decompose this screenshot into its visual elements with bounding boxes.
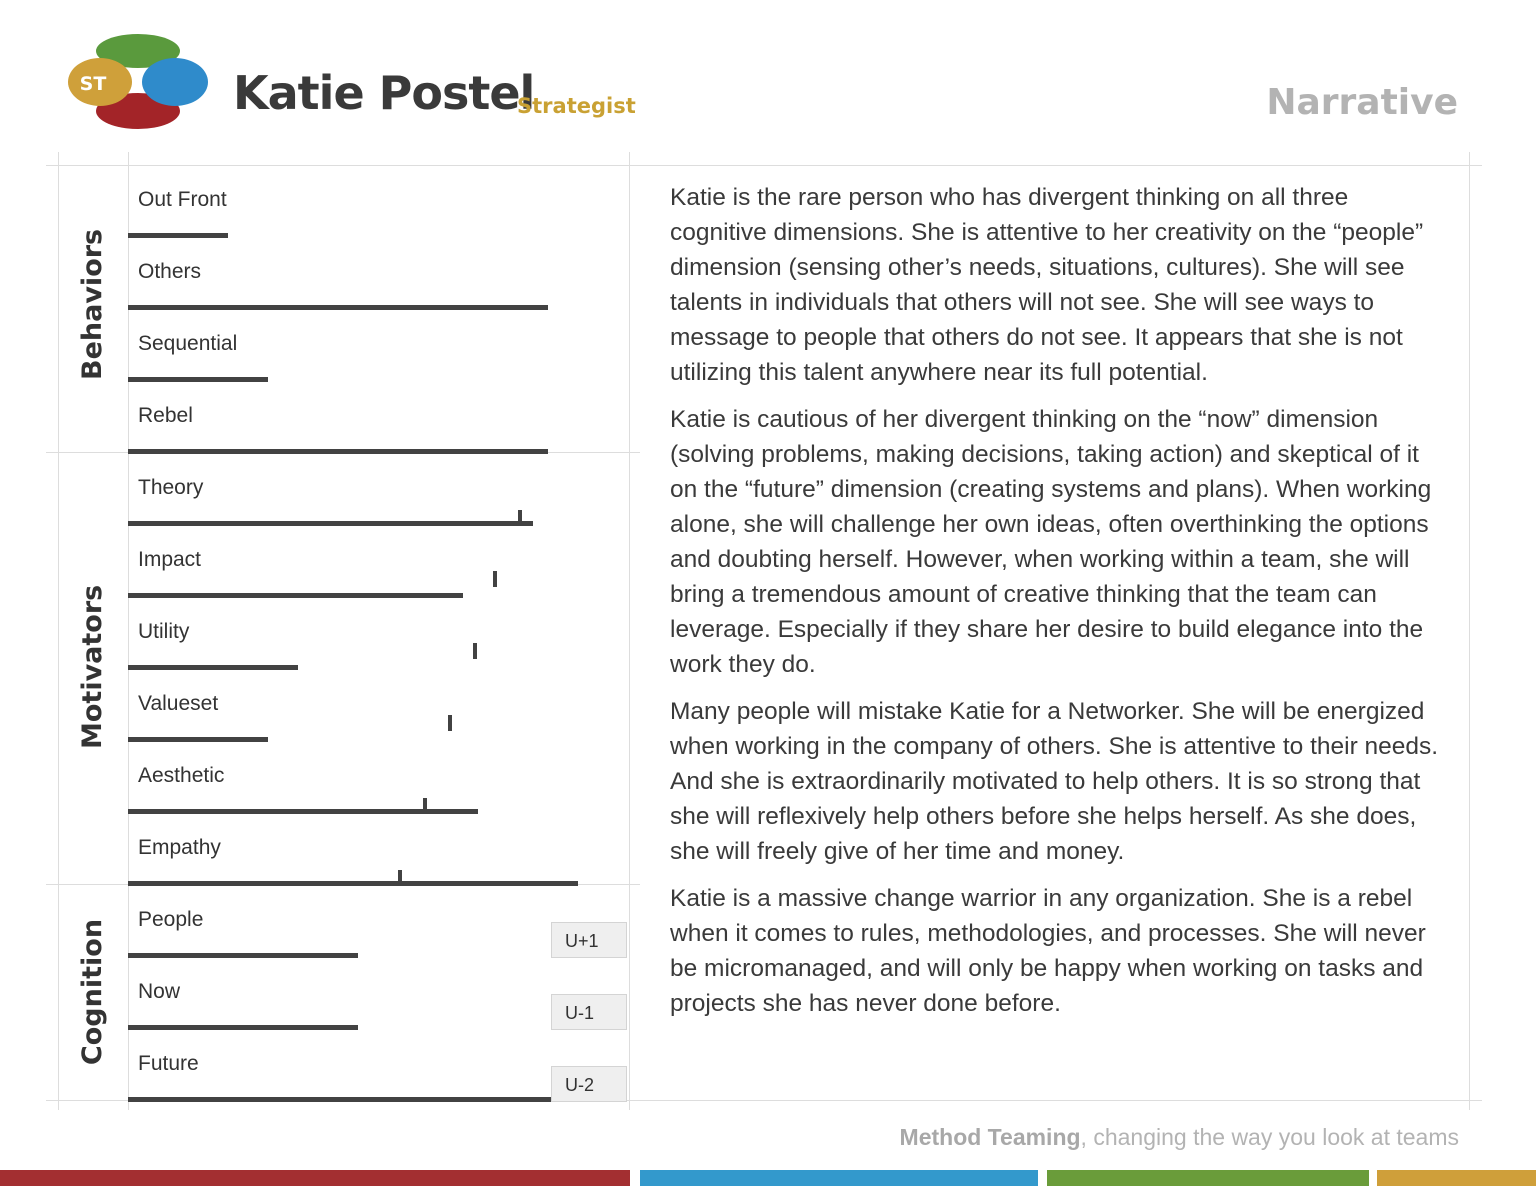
trait-bar <box>128 521 533 526</box>
cognition-badge: U-2 <box>551 1066 627 1102</box>
footer-tagline-text: , changing the way you look at teams <box>1080 1124 1459 1150</box>
trait-label: Theory <box>138 476 204 499</box>
cognition-badge: U-1 <box>551 994 627 1030</box>
left-rule <box>58 152 59 1110</box>
narrative-text <box>670 180 1450 1033</box>
trait-label: Utility <box>138 620 190 643</box>
trait-bar <box>128 737 268 742</box>
trait-bar <box>128 1097 593 1102</box>
trait-bar <box>128 305 548 310</box>
footer-stripe-blue <box>640 1170 1038 1186</box>
trait-marker <box>423 798 427 814</box>
group-label-motivators: Motivators <box>77 584 108 749</box>
person-role: Strategist <box>517 94 636 118</box>
trait-label: Impact <box>138 548 202 571</box>
trait-bar <box>128 377 268 382</box>
trait-bar <box>128 665 298 670</box>
trait-bar <box>128 1025 358 1030</box>
footer-stripe-green <box>1047 1170 1369 1186</box>
cognition-badge: U+1 <box>551 922 627 958</box>
trait-marker <box>398 870 402 886</box>
narrative-paragraph: Katie is a massive change warrior in any organization. She is a rebel when it comes to rules, methodologies, and processes. She will never be micromanaged, and will only be happy when working on tasks and projects she has never done before. <box>670 885 1426 1017</box>
strategist-logo <box>68 34 208 130</box>
top-rule <box>46 165 1482 166</box>
footer-stripe-red <box>0 1170 630 1186</box>
trait-label: Aesthetic <box>138 764 225 787</box>
trait-bar <box>128 449 548 454</box>
narrative-paragraph: Katie is cautious of her divergent thinking on the “now” dimension (solving problems, making decisions, taking action) and skeptical of it on the “future” dimension (creating systems and plans). When working alone, she will challenge her own ideas, often overthinking the options and doubting herself. However, when working within a team, she will bring a tremendous amount of creative thinking that the team can leverage. Especially if they share her desire to build elegance into the work they do. <box>670 406 1432 678</box>
chart-right-rule <box>629 152 630 1110</box>
trait-marker <box>473 643 477 659</box>
footer-stripe-gold <box>1377 1170 1536 1186</box>
trait-label: Sequential <box>138 332 238 355</box>
trait-marker <box>448 715 452 731</box>
trait-bar <box>128 233 228 238</box>
narrative-paragraph: Many people will mistake Katie for a Networker. She will be energized when working in the company of others. She is attentive to their needs. And she is extraordinarily motivated to help others. It is so strong that she will reflexively help others before she helps herself. As she does, she will freely give of her time and money. <box>670 698 1439 865</box>
footer-brand: Method Teaming <box>899 1124 1081 1150</box>
trait-label: People <box>138 908 204 931</box>
right-rule <box>1469 152 1470 1110</box>
trait-label: Valueset <box>138 692 219 715</box>
trait-bar <box>128 953 358 958</box>
trait-label: Out Front <box>138 188 227 211</box>
group-label-behaviors: Behaviors <box>77 228 108 380</box>
footer-tagline <box>900 1124 1459 1151</box>
trait-label: Empathy <box>138 836 221 859</box>
person-name: Katie Postel <box>233 66 535 120</box>
section-title: Narrative <box>1266 82 1458 123</box>
logo-initials: ST <box>79 73 107 95</box>
trait-marker <box>518 510 522 526</box>
trait-label: Rebel <box>138 404 193 427</box>
trait-label: Future <box>138 1052 199 1075</box>
trait-bar <box>128 881 578 886</box>
logo-blue-petal <box>142 58 208 106</box>
narrative-paragraph: Katie is the rare person who has divergent thinking on all three cognitive dimensions. She is attentive to her creativity on the “people” dimension (sensing other’s needs, situations, cultures). She will see talents in individuals that others will not see. She will see ways to message to people that others do not see. It appears that she is not utilizing this talent anywhere near its full potential. <box>670 184 1424 386</box>
trait-label: Now <box>138 980 181 1003</box>
trait-marker <box>493 571 497 587</box>
label-column-rule <box>128 152 129 1110</box>
trait-label: Others <box>138 260 202 283</box>
group-label-cognition: Cognition <box>77 918 108 1066</box>
trait-bar <box>128 593 463 598</box>
